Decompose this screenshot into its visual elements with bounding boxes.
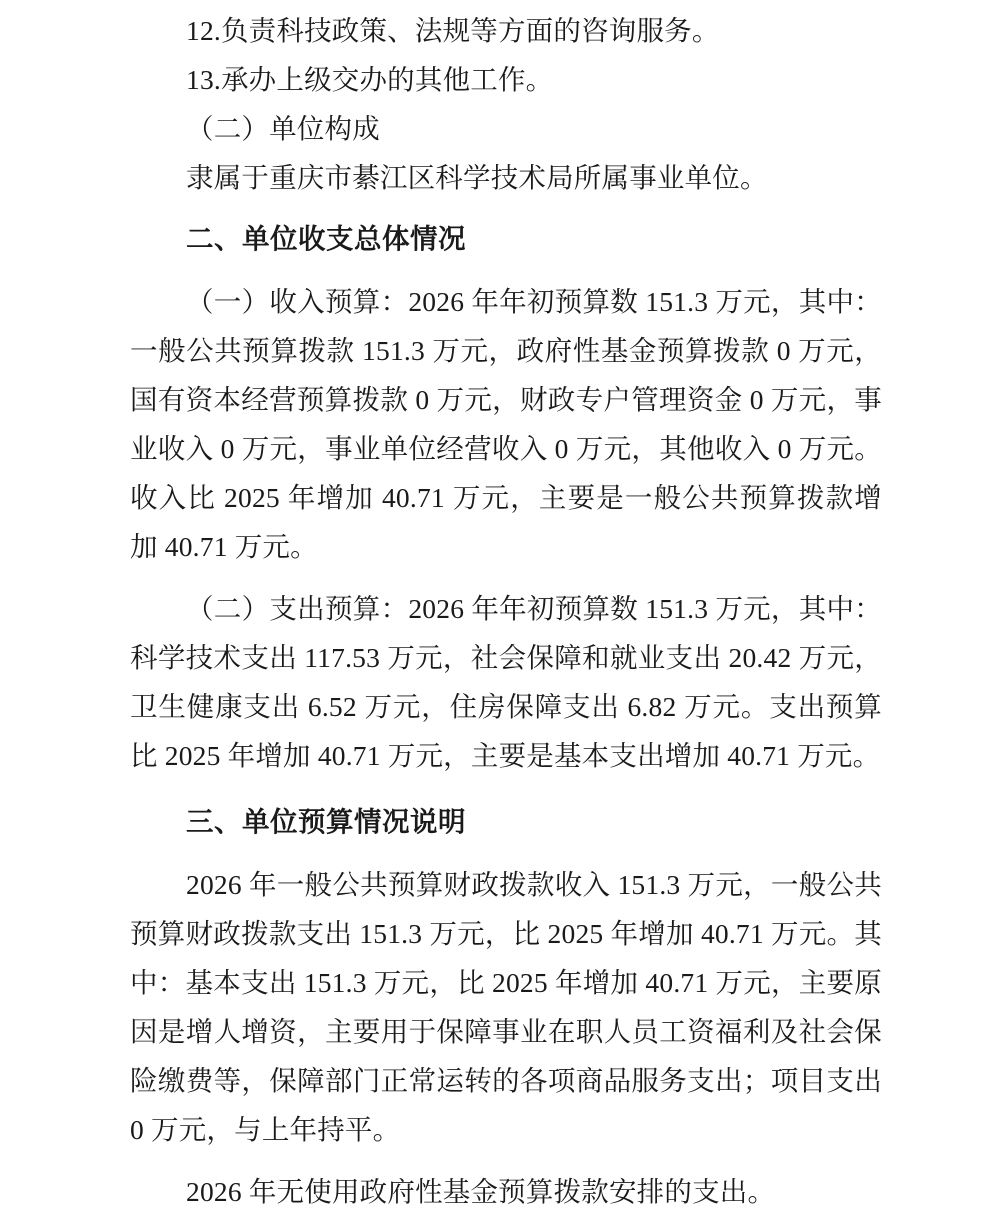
section-heading-3: 三、单位预算情况说明 (186, 806, 466, 838)
paragraph-income-budget: （一）收入预算：2026 年年初预算数 151.3 万元，其中：一般公共预算拨款 151.3 万元，政府性基金预算拨款 0 万元，国有资本经营预算拨款 0 万元，财政专户管理资金 0 万元，事业收入 0 万元，事业单位经营收入 0 万元，其他收入 0 万元。收入比 2025 年增加 40.71 万元，主要是一般公共预算拨款增加 40.71 万元。 (130, 286, 882, 562)
paragraph-government-fund: 2026 年无使用政府性基金预算拨款安排的支出。 (186, 1176, 776, 1207)
subsection-heading-2: （二）单位构成 (186, 113, 380, 144)
paragraph-budget-explanation: 2026 年一般公共预算财政拨款收入 151.3 万元，一般公共预算财政拨款支出 151.3 万元，比 2025 年增加 40.71 万元。其中：基本支出 151.3 万元，比 2025 年增加 40.71 万元，主要原因是增人增资，主要用于保障事业在职人员工资福利及社会保险缴费等，保障部门正常运转的各项商品服务支出；项目支出 0 万元，与上年持平。 (130, 869, 882, 1145)
paragraph-unit-composition: 隶属于重庆市綦江区科学技术局所属事业单位。 (186, 162, 768, 193)
spacer (130, 847, 882, 860)
spacer (130, 264, 882, 277)
spacer (130, 780, 882, 798)
list-item-12: 12.负责科技政策、法规等方面的咨询服务。 (186, 15, 720, 46)
spacer (130, 571, 882, 584)
paragraph-expenditure-budget: （二）支出预算：2026 年年初预算数 151.3 万元，其中：科学技术支出 117.53 万元，社会保障和就业支出 20.42 万元，卫生健康支出 6.52 万元，住房保障支出 6.82 万元。支出预算比 2025 年增加 40.71 万元，主要是基本支出增加 40.71 万元。 (130, 593, 882, 771)
spacer (130, 202, 882, 215)
spacer (130, 1154, 882, 1167)
section-heading-2: 二、单位收支总体情况 (186, 223, 466, 255)
list-item-13: 13.承办上级交办的其他工作。 (186, 64, 554, 95)
